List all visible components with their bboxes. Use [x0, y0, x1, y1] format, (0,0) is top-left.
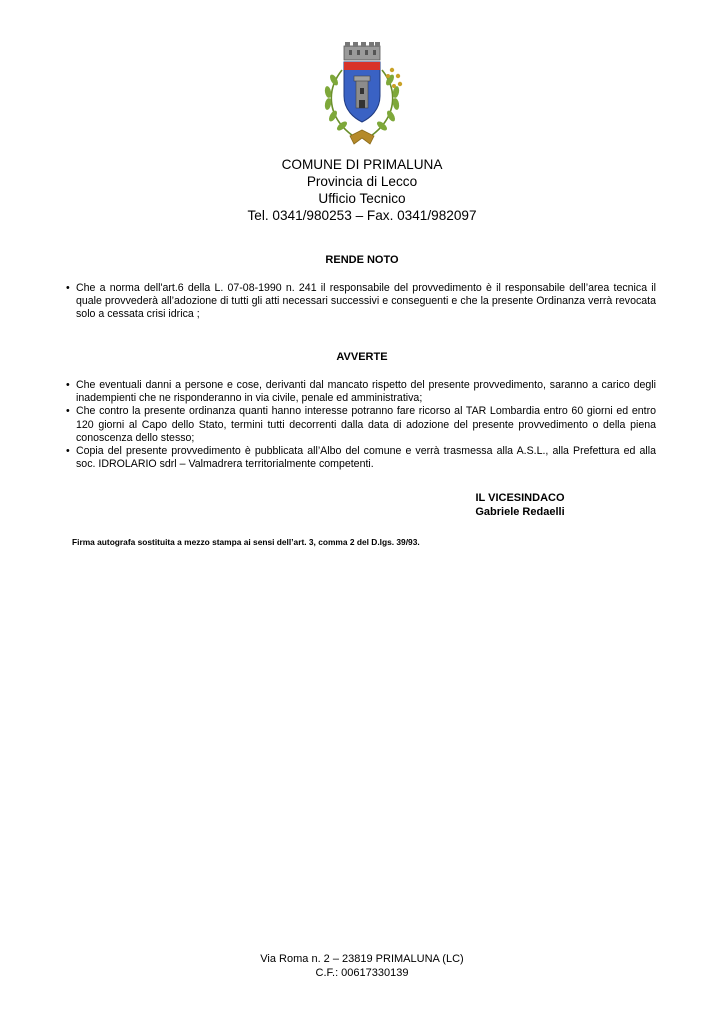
letterhead	[0, 156, 724, 224]
signatory-role: IL VICESINDACO	[475, 492, 565, 504]
list-item: • Copia del presente provvedimento è pubblicata all’Albo del comune e verrà trasmessa alla A.S.L., alla Prefettura ed alla soc. IDROLARIO sdrl – Valmadrera territorialmente competenti.	[66, 445, 656, 471]
list-item: • Che eventuali danni a persone e cose, derivanti dal mancato rispetto del presente provvedimento, saranno a carico degli inadempienti che ne risponderanno in via civile, penale ed amministrativa;	[66, 379, 656, 405]
signatory-name: Gabriele Redaelli	[475, 506, 565, 518]
list-item: • Che contro la presente ordinanza quanti hanno interesse potranno fare ricorso al TAR Lombardia entro 60 giorni ed entro 120 giorni al Capo dello Stato, termini tutti decorrenti dalla data di adozione del presente provvedimento o della piena conoscenza dello stesso;	[66, 405, 656, 445]
rende-noto-title: RENDE NOTO	[325, 254, 399, 266]
phone-fax: Tel. 0341/980253 – Fax. 0341/982097	[247, 208, 477, 223]
rende-noto-list	[66, 282, 656, 322]
signature-note: Firma autografa sostituita a mezzo stampa ai sensi dell’art. 3, comma 2 del D.lgs. 39/93.	[72, 537, 420, 547]
list-item: • Che a norma dell'art.6 della L. 07-08-1990 n. 241 il responsabile del provvedimento è il responsabile dell’area tecnica il quale provvederà all’adozione di tutti gli atti necessari successivi e conseguenti e che la presente Ordinanza verrà revocata solo a cessata crisi idrica ;	[66, 282, 656, 322]
signature-block	[440, 491, 600, 519]
avverte-title: AVVERTE	[336, 351, 388, 363]
page-footer	[0, 952, 724, 980]
municipal-coat-of-arms-icon	[312, 40, 412, 148]
municipality-name: COMUNE DI PRIMALUNA	[281, 157, 443, 172]
office-name: Ufficio Tecnico	[318, 191, 406, 206]
avverte-list	[66, 379, 656, 471]
province-name: Provincia di Lecco	[306, 174, 418, 189]
footer-tax-code: C.F.: 00617330139	[315, 967, 409, 979]
footer-address: Via Roma n. 2 – 23819 PRIMALUNA (LC)	[260, 953, 464, 965]
